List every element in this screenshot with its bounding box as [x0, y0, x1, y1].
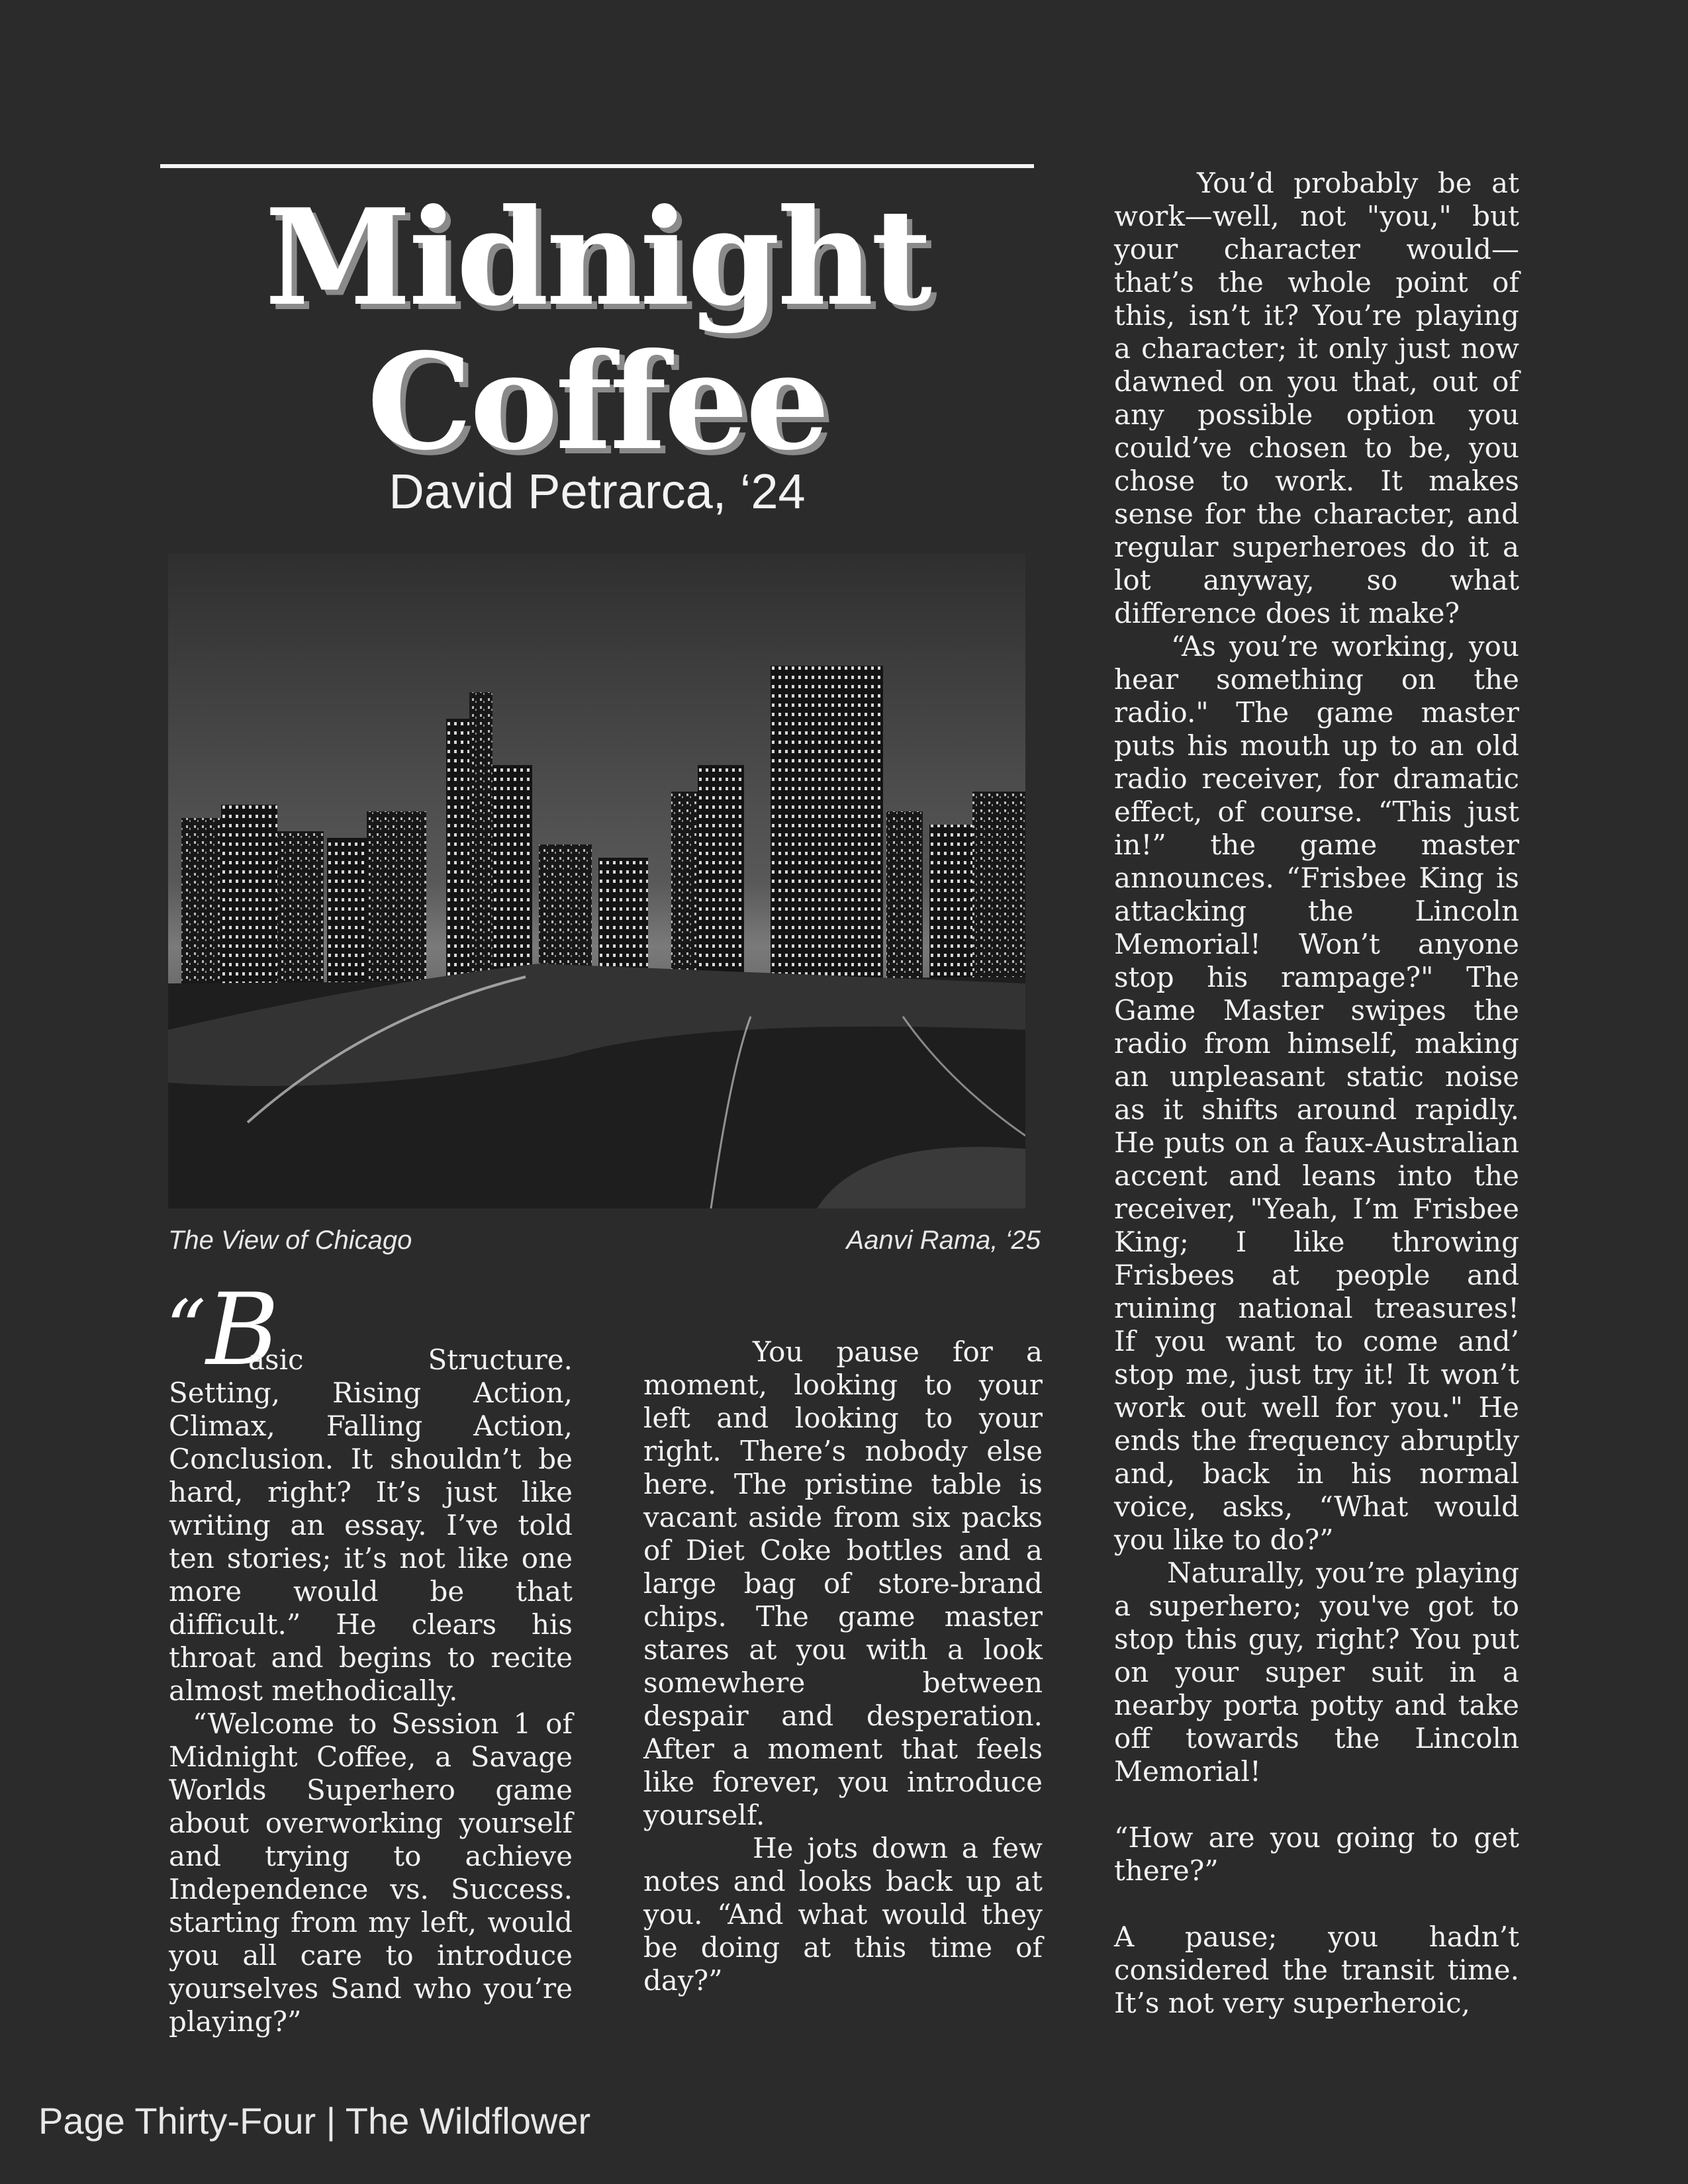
chicago-night-skyline-photo [168, 553, 1025, 1208]
title-rule [160, 164, 1034, 168]
drop-cap-letter: B [206, 1273, 279, 1388]
paragraph: He jots down a few notes and looks back up at you. “And what would they be doing at this time of day?” [643, 1832, 1043, 1997]
article-column-3 [1114, 167, 1519, 2020]
paragraph: asic Structure. Setting, Rising Action, Climax, Falling Action, Conclusion. It shouldn’t be hard, right? It’s just like writing an essay. I’ve told ten stories; it’s not like one more would be that difficult.” He clears his throat and begins to recite almost methodically. [169, 1343, 573, 1707]
paragraph: “As you’re working, you hear something on the radio." The game master puts his mouth up to an old radio receiver, for dramatic effect, of course. “This just in!” the game master announces. “Frisbee King is attacking the Lincoln Memorial! Won’t anyone stop his rampage?" The Game Master swipes the radio from himself, making an unpleasant static noise as it shifts around rapidly. He puts on a faux-Australian accent and leans into the receiver, "Yeah, I’m Frisbee King; I like throwing Frisbees at people and ruining national treasures! If you want to come and’ stop me, just try it! It won’t work out well for you." He ends the frequency abruptly and, back in his normal voice, asks, “What would you like to do?” [1114, 630, 1519, 1556]
paragraph: You pause for a moment, looking to your left and looking to your right. There’s nobody else here. The pristine table is vacant aside from six packs of Diet Coke bottles and a large bag of store-brand chips. The game master stares at you with a look somewhere between despair and desperation. After a moment that feels like forever, you introduce yourself. [643, 1336, 1043, 1831]
opening-quote-mark: “ [165, 1284, 207, 1376]
page-footer: Page Thirty-Four | The Wildflower [38, 2100, 591, 2142]
article-byline: David Petrarca, ‘24 [389, 464, 806, 519]
article-column-1 [169, 1343, 573, 2038]
article-title-line-2: Coffee [367, 324, 827, 480]
skyline-illustration [168, 553, 1025, 1208]
article-column-2 [643, 1336, 1043, 1997]
photo-credit: Aanvi Rama, ‘25 [846, 1226, 1041, 1255]
paragraph: Naturally, you’re playing a superhero; you've got to stop this guy, right? You put on your super suit in a nearby porta potty and take off towards the Lincoln Memorial! [1114, 1557, 1519, 1788]
photo-caption: The View of Chicago [168, 1226, 412, 1255]
paragraph: “Welcome to Session 1 of Midnight Coffee, a Savage Worlds Superhero game about overworking yourself and trying to achieve Independence vs. Success. starting from my left, would you all care to introduce yourselves Sand who you’re playing?” [169, 1707, 573, 2038]
paragraph: You’d probably be at work—well, not "you," but your character would—that’s the whole point of this, isn’t it? You’re playing a character; it only just now dawned on you that, out of any possible option you could’ve chosen to be, you chose to work. It makes sense for the character, and regular superheroes do it a lot anyway, so what difference does it make? [1114, 167, 1519, 629]
article-title-line-1: Midnight [264, 180, 930, 336]
paragraph: A pause; you hadn’t considered the transit time. It’s not very superheroic, [1114, 1921, 1519, 2019]
paragraph: “How are you going to get there?” [1114, 1821, 1519, 1887]
